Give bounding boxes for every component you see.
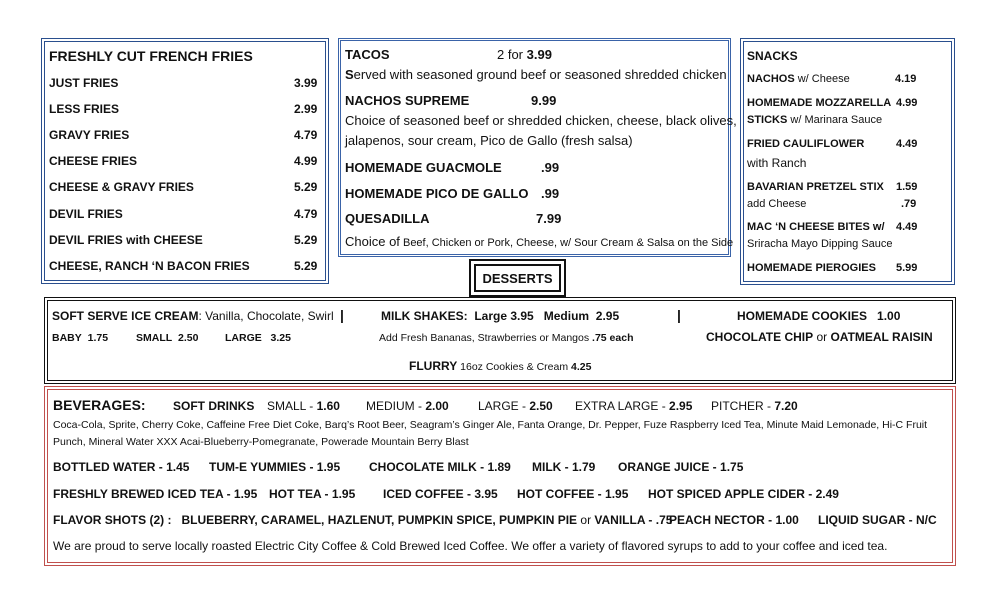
snack-pierogies-price: 5.99	[896, 262, 918, 274]
soft-drink-size-price: 2.50	[529, 399, 553, 413]
soft-drink-list-1: Coca-Cola, Sprite, Cherry Coke, Caffeine Free Diet Coke, Barq’s Root Beer, Seagram’s Ginger Ale, Fanta Orange, Dr. Pepper, Fuze Raspberry Iced Tea, Minute Maid Lemonade, Hi-C Fruit	[53, 419, 928, 431]
fries-item-price: 4.99	[294, 154, 318, 168]
beverage-item	[618, 461, 743, 473]
quesadilla-price: 7.99	[536, 211, 562, 226]
beverage-item-label: ICED COFFEE -	[383, 487, 472, 501]
snack-nachos	[747, 74, 850, 85]
beverage-item-label: HOT COFFEE -	[517, 487, 602, 501]
shakes-label: MILK SHAKES:	[381, 309, 468, 323]
large-label: LARGE	[225, 332, 262, 344]
soft-drink-size-price: 2.95	[669, 399, 693, 413]
softserve-small	[136, 333, 198, 344]
small-label: SMALL	[136, 332, 173, 344]
beverage-item	[53, 488, 257, 500]
fries-item-price: 4.79	[294, 207, 318, 221]
fries-item-price: 5.29	[294, 259, 318, 273]
soft-drink-size-label: SMALL -	[267, 399, 314, 413]
flavor-shots-last: VANILLA	[594, 513, 646, 527]
shakes-large-price: 3.95	[510, 309, 534, 323]
snack-cauli-note: with Ranch	[747, 156, 807, 170]
beverage-item-label: TUM-E YUMMIES -	[209, 460, 314, 474]
snack-pierogies-name: HOMEMADE PIEROGIES	[747, 262, 876, 274]
pico-price: .99	[541, 186, 560, 201]
snack-mac-note: Sriracha Mayo Dipping Sauce	[747, 238, 893, 250]
fries-item-price: 5.29	[294, 233, 318, 247]
soft-drinks-label: SOFT DRINKS	[173, 399, 255, 413]
cookies-label: HOMEMADE COOKIES	[737, 309, 868, 323]
beverage-item-label: CHOCOLATE MILK -	[369, 460, 485, 474]
soft-drink-size-price: 1.60	[316, 399, 340, 413]
soft-drink-size	[366, 400, 449, 412]
shakes-medium-label: Medium	[543, 309, 590, 323]
softserve-sizes	[52, 333, 108, 344]
shakes-large-label: Large	[474, 309, 508, 323]
beverage-item-price: 1.79	[572, 460, 596, 474]
beverage-item-price: 1.95	[605, 487, 629, 501]
fries-item-name: DEVIL FRIES with CHEESE	[49, 233, 203, 247]
soft-drink-size-price: 2.00	[425, 399, 449, 413]
beverage-item-label: BOTTLED WATER -	[53, 460, 163, 474]
softserve-large	[225, 333, 291, 344]
beverage-item-price: 3.95	[474, 487, 498, 501]
shakes-line	[381, 310, 619, 322]
peach-nector	[669, 514, 799, 526]
snack-mozz-name: HOMEMADE MOZZARELLA	[747, 97, 892, 109]
flavor-shots-line	[53, 514, 672, 526]
beverage-item	[532, 461, 595, 473]
beverage-item-price: 1.95	[316, 460, 341, 474]
snacks-title: SNACKS	[747, 49, 798, 63]
fries-item-name: CHEESE, RANCH ‘N BACON FRIES	[49, 259, 250, 273]
sugar-price: N/C	[916, 513, 937, 527]
soft-drink-size	[575, 400, 692, 412]
flurry-desc: 16oz Cookies & Cream	[457, 361, 572, 373]
flavor-shots-price: - .75	[645, 513, 673, 527]
quesadilla-desc-detail: Beef, Chicken or Pork, Cheese, w/ Sour Cream & Salsa on the Side	[399, 237, 734, 249]
desserts-tab	[469, 259, 566, 297]
nachos-supreme-name: NACHOS SUPREME	[345, 93, 470, 108]
large-price: 3.25	[270, 332, 291, 344]
beverage-item-price: 1.89	[487, 460, 511, 474]
flurry-line	[409, 358, 591, 374]
snack-mozz-note: w/ Marinara Sauce	[787, 114, 883, 126]
peach-label: PEACH NECTOR -	[669, 513, 773, 527]
soft-drink-size-label: EXTRA LARGE -	[575, 399, 666, 413]
cookie-flavors	[706, 331, 933, 343]
beverage-item-label: FRESHLY BREWED ICED TEA -	[53, 487, 231, 501]
beverage-item-label: ORANGE JUICE -	[618, 460, 717, 474]
soft-drink-size-label: PITCHER -	[711, 399, 771, 413]
snack-mozz-line2	[747, 115, 882, 126]
fries-item-price: 5.29	[294, 180, 318, 194]
shakes-medium-price: 2.95	[595, 309, 620, 323]
flavor-shots-label: FLAVOR SHOTS (2) :	[53, 513, 172, 527]
fries-item-name: JUST FRIES	[49, 76, 119, 90]
quesadilla-name: QUESADILLA	[345, 211, 430, 226]
beverage-item-price: 1.75	[720, 460, 744, 474]
soft-drink-list-2: Punch, Mineral Water XXX Acai-Blueberry-Pomegranate, Powerade Mountain Berry Blast	[53, 436, 469, 448]
tacos-price: 3.99	[526, 47, 552, 62]
beverage-item-price: 1.95	[233, 487, 258, 501]
soft-drink-size-label: LARGE -	[478, 399, 527, 413]
nachos-supreme-desc-2: jalapenos, sour cream, Pico de Gallo (fresh salsa)	[345, 133, 633, 148]
snack-cauli-name: FRIED CAULIFLOWER	[747, 138, 865, 150]
desserts-separator-2: |	[677, 307, 681, 323]
beverage-item	[369, 461, 511, 473]
cookie-choc: CHOCOLATE CHIP	[706, 330, 814, 344]
nachos-supreme-desc-1: Choice of seasoned beef or shredded chicken, cheese, black olives,	[345, 113, 737, 128]
fries-item-name: LESS FRIES	[49, 102, 120, 116]
fries-title: FRESHLY CUT FRENCH FRIES	[49, 48, 253, 64]
beverages-footer: We are proud to serve locally roasted Electric City Coffee & Cold Brewed Iced Coffee. We offer a variety of flavored syrups to add to your coffee and iced tea.	[53, 539, 888, 553]
peach-price: 1.00	[775, 513, 799, 527]
shakes-addon	[379, 333, 633, 344]
soft-drink-size	[478, 400, 553, 412]
nachos-supreme-price: 9.99	[531, 93, 557, 108]
soft-drink-size	[267, 400, 340, 412]
snack-mozz-name2: STICKS	[747, 114, 788, 126]
fries-item-name: DEVIL FRIES	[49, 207, 123, 221]
beverage-item	[269, 488, 355, 500]
flurry-label: FLURRY	[409, 359, 458, 373]
fries-item-name: CHEESE & GRAVY FRIES	[49, 180, 194, 194]
snack-mac-name: MAC ‘N CHEESE BITES w/	[747, 221, 885, 233]
baby-price: 1.75	[87, 332, 109, 344]
shakes-addon-price: .75 each	[592, 332, 634, 344]
quesadilla-desc-lead: Choice of	[345, 234, 400, 249]
beverages-title: BEVERAGES:	[53, 397, 146, 413]
beverage-item	[53, 461, 189, 473]
beverage-item-price: 1.45	[166, 460, 190, 474]
cookies-line	[737, 310, 900, 322]
cookie-oat: OATMEAL RAISIN	[830, 330, 933, 344]
softserve-line	[52, 310, 334, 322]
snack-mac-price: 4.49	[896, 221, 918, 233]
snack-pretzel-addon-price: .79	[901, 198, 917, 210]
beverage-item-price: 1.95	[331, 487, 356, 501]
shakes-addon-text: Add Fresh Bananas, Strawberries or Mangos	[379, 332, 593, 344]
tacos-deal-label: 2 for	[497, 47, 524, 62]
tacos-desc-text: erved with seasoned ground beef or seasoned shredded chicken	[353, 67, 727, 82]
fries-item-price: 4.79	[294, 128, 318, 142]
tacos-desc-initial: S	[345, 67, 354, 82]
snack-pretzel-price: 1.59	[896, 181, 918, 193]
beverage-item-label: MILK -	[532, 460, 569, 474]
tacos-name: TACOS	[345, 47, 390, 62]
softserve-label: SOFT SERVE ICE CREAM	[52, 309, 199, 323]
snack-pretzel-name: BAVARIAN PRETZEL STIX	[747, 181, 884, 193]
soft-drink-size-label: MEDIUM -	[366, 399, 422, 413]
softserve-flavors: : Vanilla, Chocolate, Swirl	[198, 309, 334, 323]
guacamole-name: HOMEMADE GUACMOLE	[345, 160, 502, 175]
guacamole-price: .99	[541, 160, 560, 175]
cookies-price: 1.00	[877, 309, 901, 323]
fries-item-name: GRAVY FRIES	[49, 128, 130, 142]
beverage-item	[517, 488, 628, 500]
soft-drink-size	[711, 400, 798, 412]
pico-name: HOMEMADE PICO DE GALLO	[345, 186, 529, 201]
fries-item-name: CHEESE FRIES	[49, 154, 138, 168]
baby-label: BABY	[52, 332, 82, 344]
sugar-label: LIQUID SUGAR -	[818, 513, 913, 527]
beverage-item	[209, 461, 340, 473]
fries-item-price: 2.99	[294, 102, 318, 116]
liquid-sugar	[818, 514, 937, 526]
fries-item-price: 3.99	[294, 76, 318, 90]
cookie-or: or	[813, 330, 831, 344]
tacos-deal	[497, 48, 552, 61]
tacos-desc	[345, 68, 727, 81]
beverage-item-label: HOT TEA -	[269, 487, 329, 501]
snack-nachos-price: 4.19	[895, 73, 917, 85]
beverage-item	[383, 488, 498, 500]
snack-pretzel-addon: add Cheese	[747, 198, 807, 210]
quesadilla-desc	[345, 234, 733, 250]
beverage-item-label: HOT SPICED APPLE CIDER -	[648, 487, 813, 501]
desserts-title: DESSERTS	[482, 270, 553, 286]
flurry-price: 4.25	[571, 361, 592, 373]
snack-nachos-note: w/ Cheese	[794, 73, 850, 85]
flavor-shots-list: BLUEBERRY, CARAMEL, HAZLENUT, PUMPKIN SPICE, PUMPKIN PIE	[181, 513, 578, 527]
snack-mozz-price: 4.99	[896, 97, 918, 109]
snack-cauli-price: 4.49	[896, 138, 918, 150]
desserts-separator-1: |	[340, 307, 344, 323]
snack-nachos-name: NACHOS	[747, 73, 795, 85]
flavor-shots-or: or	[577, 513, 595, 527]
small-price: 2.50	[178, 332, 199, 344]
soft-drink-size-price: 7.20	[774, 399, 798, 413]
beverage-item	[648, 488, 839, 500]
beverage-item-price: 2.49	[815, 487, 839, 501]
